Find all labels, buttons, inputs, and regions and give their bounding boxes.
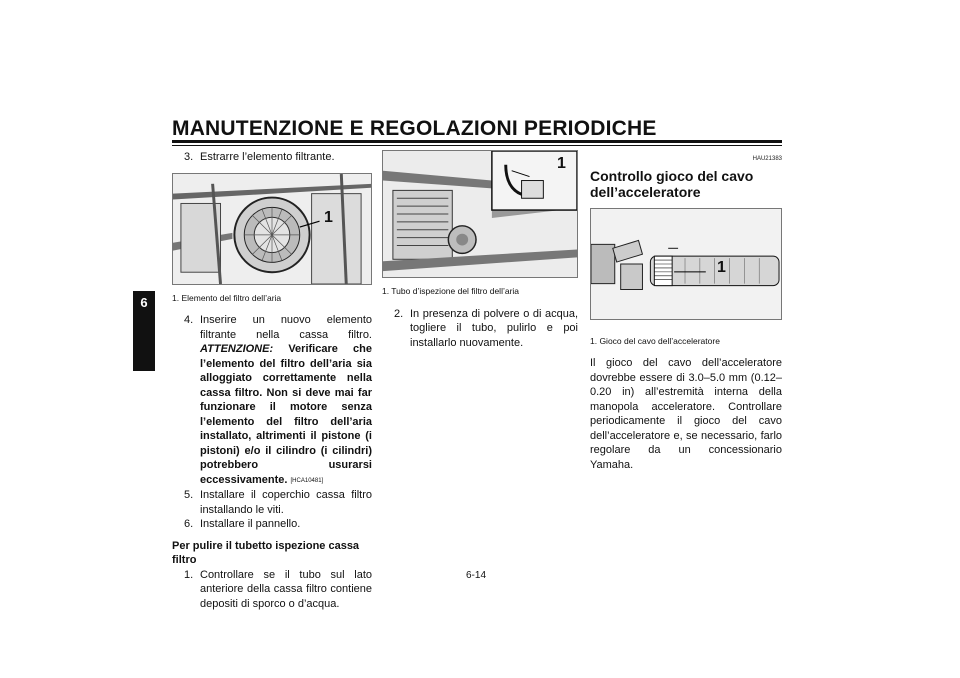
attention-label: ATTENZIONE: — [200, 343, 274, 355]
step-number: 4. — [184, 314, 194, 326]
column-1 — [172, 150, 372, 611]
step-text: Estrarre l’elemento filtrante. — [200, 151, 335, 163]
step-text: In presenza di polvere o di acqua, togliere il tubo, pulirlo e poi installarlo nuovamente. — [410, 307, 578, 349]
step-5 — [172, 488, 372, 517]
step-6 — [172, 517, 372, 532]
header-rule-thick — [172, 140, 782, 143]
column-2 — [382, 150, 578, 350]
throttle-grip-illustration — [591, 209, 781, 319]
step-number: 5. — [184, 489, 194, 501]
attention-text: Verificare che l’elemento del filtro dell’aria sia alloggiato correttamente nella cassa filtro. Non si deve mai far funzionare il motore senza l’elemento del filtro dell’aria installato, altrimenti il pistone (i pistoni) e/o il cilindro (i cilindri) potrebbero usurarsi eccessivamente. — [200, 343, 372, 486]
figure-callout-number: 1 — [324, 208, 333, 226]
step-number: 2. — [394, 307, 404, 320]
step-2 — [382, 307, 578, 351]
section-heading: Per pulire il tubetto ispezione cassa filtro — [172, 539, 360, 566]
step-number: 1. — [184, 568, 194, 581]
inspection-hose-illustration — [383, 151, 577, 277]
figure-callout-number: 1 — [557, 155, 566, 172]
step-text: Controllare se il tubo sul lato anteriore della cassa filtro contiene depositi di sporco o d’acqua. — [200, 568, 372, 610]
section-ref-code: HAU21383 — [752, 156, 782, 162]
throttle-cable-figure — [590, 208, 782, 320]
page-header-title: MANUTENZIONE E REGOLAZIONI PERIODICHE — [172, 117, 657, 140]
section-title: Controllo gioco del cavo dell’acceleratore — [590, 167, 754, 200]
air-filter-illustration — [173, 174, 371, 284]
header-rule-thin — [172, 145, 782, 146]
figure-caption: 1. Elemento del filtro dell’aria — [172, 292, 282, 303]
step-4 — [172, 313, 372, 488]
body-paragraph: Il gioco del cavo dell’acceleratore dovrebbe essere di 3.0–5.0 mm (0.12–0.20 in) all’estremità interna della manopola acceleratore. Controllare periodicamente il gioco del cavo dell’acceleratore e, se necessario, farlo regolare da un concessionario Yamaha. — [590, 357, 782, 471]
step-text: Installare il pannello. — [200, 518, 301, 530]
chapter-tab: 6 — [133, 291, 155, 371]
figure-caption: 1. Gioco del cavo dell’acceleratore — [590, 335, 720, 346]
step-text: Installare il coperchio cassa filtro installando le viti. — [200, 489, 372, 516]
step-number: 3. — [184, 151, 194, 163]
step-number: 6. — [184, 518, 194, 530]
column-3 — [590, 150, 782, 472]
clean-step-1 — [172, 568, 372, 612]
inspection-hose-figure — [382, 150, 578, 278]
step-3 — [172, 150, 372, 165]
figure-caption: 1. Tubo d’ispezione del filtro dell’aria — [382, 286, 520, 296]
air-filter-element-figure — [172, 173, 372, 285]
page-number: 6-14 — [466, 570, 487, 581]
caution-code: [HCA10481] — [290, 477, 324, 484]
figure-callout-number: 1 — [717, 258, 726, 276]
step-text: Inserire un nuovo elemento filtrante nella cassa filtro. — [200, 314, 372, 341]
